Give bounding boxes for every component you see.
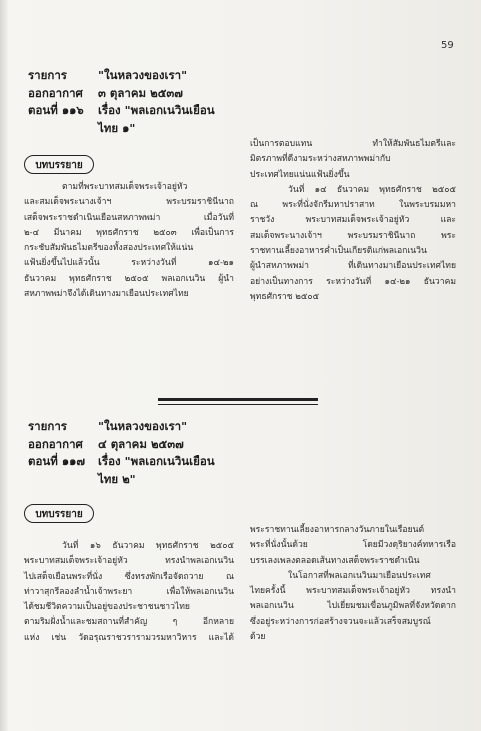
episode-label-blank: [28, 471, 98, 489]
text-line: วันที่ ๑๔ ธันวาคม พุทธศักราช ๒๕๐๕: [288, 184, 456, 195]
text-line: พระที่นั่งนั้นด้วย โดยมีวงดุริยางค์ทหารเรือ: [250, 540, 456, 551]
section-1-header: [28, 67, 263, 137]
text-line: พลเอกเนวิน ไปเยี่ยมชมเขื่อนภูมิพลที่จังหวัดตาก: [250, 601, 456, 612]
section-divider: [158, 398, 318, 401]
text-line: ธันวาคม พุทธศักราช ๒๕๐๕ พลเอกเนวิน ผู้นำ: [24, 273, 234, 284]
text-line: ไปเสด็จเยือนพระที่นั่ง ซึ่งทรงพักเรือจัดถวาย ณ: [24, 571, 234, 582]
broadcast-date: ๔ ตุลาคม ๒๕๓๗: [98, 436, 184, 451]
text-line: ผู้นำสหภาพพม่า ที่เดินทางมาเยือนประเทศไทย: [250, 261, 456, 272]
episode-title-cont: ไทย ๒": [98, 471, 136, 486]
text-line: แห่ง เช่น วัดอรุณราชวรารามวรมหาวิหาร และได้: [24, 632, 234, 643]
episode-label: ตอนที่ ๑๑๗: [28, 454, 86, 468]
text-line: แฟ้นยิ่งขึ้นไปแล้วนั้น ระหว่างวันที่ ๑๔-๒๑: [24, 258, 234, 269]
text-line: ซึ่งอยู่ระหว่างการก่อสร้างจวนจะแล้วเสร็จสมบูรณ์: [250, 616, 431, 627]
episode-title: เรื่อง "พลเอกเนวินเยือน: [98, 103, 215, 117]
text-line: สหภาพพม่าจึงได้เดินทางมาเยือนประเทศไทย: [24, 289, 189, 300]
section-2-right-column: [250, 523, 456, 645]
text-line: ราชวัง พระบาทสมเด็จพระเจ้าอยู่หัว และ: [250, 215, 456, 226]
text-line: ราชทานเลี้ยงอาหารค่ำเป็นเกียรติแก่พลเอกเนวิน: [250, 246, 427, 257]
text-line: ณ พระที่นั่งจักรีมหาปราสาท ในพระบรมมหา: [250, 200, 456, 211]
program-label: รายการ: [28, 419, 67, 433]
section-1-left-column: [24, 180, 234, 302]
episode-title-cont: ไทย ๑": [98, 120, 136, 135]
text-line: ประเทศไทยแน่นแฟ้นยิ่งขึ้น: [250, 169, 350, 180]
section-2-left-column: [24, 539, 234, 646]
text-line: อย่างเป็นทางการ ระหว่างวันที่ ๑๔-๒๑ ธันวาคม: [250, 276, 456, 287]
page-number: 59: [441, 40, 454, 51]
program-value: "ในหลวงของเรา": [98, 419, 188, 433]
episode-label-blank: [28, 120, 98, 138]
broadcast-label: ออกอากาศ: [28, 436, 83, 451]
episode-title: เรื่อง "พลเอกเนวินเยือน: [98, 454, 215, 468]
section-divider-thin: [158, 404, 318, 405]
page-edge-shadow: [0, 0, 8, 731]
program-label: รายการ: [28, 68, 67, 82]
text-line: มิตรภาพที่ดีงามระหว่างสหภาพพม่ากับ: [250, 154, 391, 165]
text-line: ท่าวาสุกรีลองลำน้ำเจ้าพระยา เพื่อให้พลเอกเนวิน: [24, 586, 234, 597]
text-line: ไทยครั้งนี้ พระบาทสมเด็จพระเจ้าอยู่หัว ทรงนำ: [250, 586, 456, 597]
text-line: เป็นการตอบแทน ทำให้สัมพันธไมตรีและ: [250, 139, 456, 149]
text-line: บรรเลงเพลงตลอดเส้นทางเสด็จพระราชดำเนิน: [250, 555, 420, 566]
text-line: ในโอกาสที่พลเอกเนวินมาเยือนประเทศ: [288, 570, 431, 581]
text-line: กระชับสัมพันธไมตรีของทั้งสองประเทศให้แน่น: [24, 243, 194, 254]
narration-badge: บทบรรยาย: [24, 155, 94, 174]
text-line: วันที่ ๑๖ ธันวาคม พุทธศักราช ๒๕๐๕: [62, 541, 234, 551]
text-line: พระราชทานเลี้ยงอาหารกลางวันภายในเรือยนต์: [250, 525, 425, 535]
section-1-right-column: [250, 137, 456, 305]
text-line: ๒-๔ มีนาคม พุทธศักราช ๒๕๐๓ เพื่อเป็นการ: [24, 227, 234, 238]
program-value: "ในหลวงของเรา": [98, 68, 188, 82]
text-line: พุทธศักราช ๒๕๐๕: [250, 291, 320, 302]
episode-label: ตอนที่ ๑๑๖: [28, 103, 84, 117]
text-line: สมเด็จพระนางเจ้าฯ พระบรมราชินีนาถ พระ: [250, 230, 456, 241]
text-line: เสด็จพระราชดำเนินเยือนสหภาพพม่า เมื่อวันที่: [24, 212, 234, 223]
text-line: พระบาทสมเด็จพระเจ้าอยู่หัว ทรงนำพลเอกเนวิน: [24, 556, 234, 567]
text-line: ได้ชมชีวิตความเป็นอยู่ของประชาชนชาวไทย: [24, 602, 190, 613]
narration-badge: บทบรรยาย: [24, 504, 94, 523]
broadcast-date: ๓ ตุลาคม ๒๕๓๗: [98, 85, 183, 100]
broadcast-label: ออกอากาศ: [28, 85, 83, 100]
text-line: ด้วย: [250, 632, 266, 643]
text-line: ตามริมฝั่งน้ำและชมสถานที่สำคัญ ๆ อีกหลาย: [24, 617, 234, 628]
text-line: ตามที่พระบาทสมเด็จพระเจ้าอยู่หัว: [62, 182, 188, 192]
section-2-header: [28, 418, 263, 488]
text-line: และสมเด็จพระนางเจ้าฯ พระบรมราชินีนาถ: [24, 197, 234, 208]
